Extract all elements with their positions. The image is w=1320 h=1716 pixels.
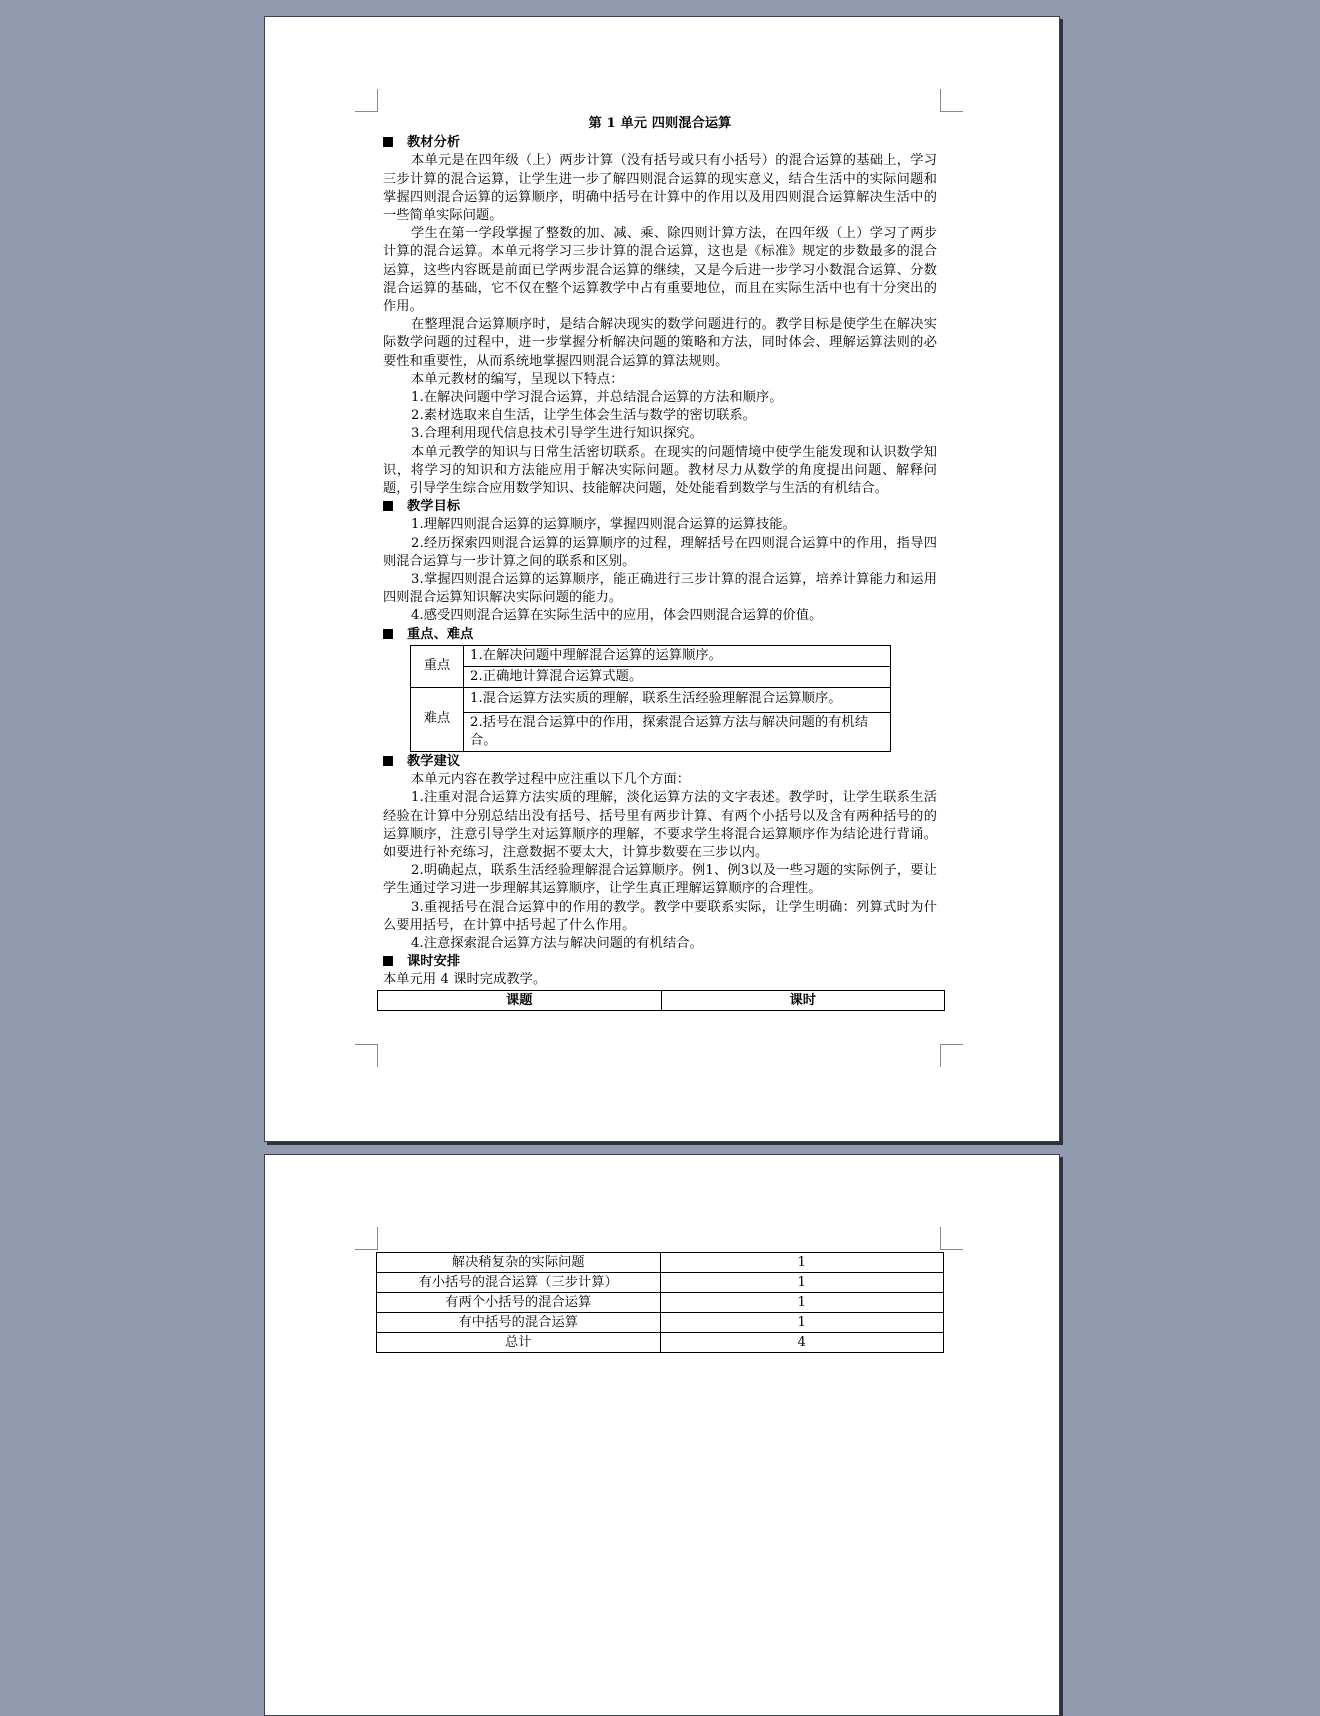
crop-mark-top-left (355, 89, 378, 112)
key-item: 2.正确地计算混合运算式题。 (464, 666, 891, 687)
table-row (377, 1273, 944, 1293)
section-heading: 教学目标 (383, 498, 937, 516)
document-page-2 (264, 1154, 1060, 1716)
page-1-content (383, 115, 937, 1011)
table-cell: 4 (660, 1333, 944, 1353)
section-heading: 教材分析 (383, 134, 937, 152)
list-item: 1.理解四则混合运算的运算顺序，掌握四则混合运算的运算技能。 (411, 517, 796, 533)
page-2-content (376, 1252, 944, 1353)
table-cell: 1 (660, 1253, 944, 1273)
key-points-table (410, 645, 891, 752)
section-heading: 重点、难点 (383, 626, 937, 644)
table-cell: 解决稍复杂的实际问题 (377, 1253, 661, 1273)
table-cell: 有中括号的混合运算 (377, 1313, 661, 1333)
paragraph: 学生在第一学段掌握了整数的加、减、乘、除四则计算方法，在四年级（上）学习了两步计算的混合运算。本单元将学习三步计算的混合运算，这也是《标准》规定的步数最多的混合运算，这些内容既是前面已学两步混合运算的继续，又是今后进一步学习小数混合运算、分数混合运算的基础，它不仅在整个运算教学中占有重要地位，而且在实际生活中也有十分突出的作用。 (383, 226, 937, 315)
square-bullet-icon (383, 756, 393, 766)
crop-mark-top-right (940, 1227, 963, 1250)
column-header-hours: 课时 (661, 990, 945, 1010)
paragraph: 在整理混合运算顺序时，是结合解决现实的数学问题进行的。教学目标是使学生在解决实际数学问题的过程中，进一步掌握分析解决问题的策略和方法，同时体会、理解运算法则的必要性和重要性，从而系统地掌握四则混合运算的算法规则。 (383, 317, 937, 369)
table-row (377, 1253, 944, 1273)
schedule-intro: 本单元用 4 课时完成教学。 (383, 972, 547, 988)
list-item: 2.明确起点，联系生活经验理解混合运算顺序。例1、例3以及一些习题的实际例子，要让学生通过学习进一步理解其运算顺序，让学生真正理解运算顺序的合理性。 (383, 863, 937, 897)
crop-mark-top-right (940, 89, 963, 112)
table-row (377, 1293, 944, 1313)
table-cell: 总计 (377, 1333, 661, 1353)
difficult-item: 1.混合运算方法实质的理解，联系生活经验理解混合运算顺序。 (464, 687, 891, 712)
list-item: 1.在解决问题中学习混合运算，并总结混合运算的方法和顺序。 (411, 390, 783, 406)
section-heading: 教学建议 (383, 753, 937, 771)
list-item: 2.经历探索四则混合运算的运算顺序的过程，理解括号在四则混合运算中的作用，指导四则混合运算与一步计算之间的联系和区别。 (383, 535, 937, 569)
key-item: 1.在解决问题中理解混合运算的运算顺序。 (464, 645, 891, 666)
schedule-table (376, 1252, 944, 1353)
schedule-table-header (377, 990, 945, 1011)
square-bullet-icon (383, 501, 393, 511)
table-cell: 有两个小括号的混合运算 (377, 1293, 661, 1313)
table-cell: 1 (660, 1273, 944, 1293)
paragraph: 本单元内容在教学过程中应注重以下几个方面： (411, 772, 691, 788)
paragraph: 本单元教学的知识与日常生活密切联系。在现实的问题情境中使学生能发现和认识数学知识，将学习的知识和方法能应用于解决实际问题。教材尽力从数学的角度提出问题、解释问题，引导学生综合应用数学知识、技能解决问题，处处能看到数学与生活的有机结合。 (383, 444, 937, 497)
table-cell: 有小括号的混合运算（三步计算） (377, 1273, 661, 1293)
paragraph: 本单元教材的编写，呈现以下特点： (411, 371, 624, 387)
table-cell: 1 (660, 1293, 944, 1313)
crop-mark-bottom-right (940, 1044, 963, 1067)
list-item: 2.素材选取来自生活，让学生体会生活与数学的密切联系。 (411, 408, 756, 424)
paragraph: 本单元是在四年级（上）两步计算（没有括号或只有小括号）的混合运算的基础上，学习三步计算的混合运算，让学生进一步了解四则混合运算的现实意义，结合生活中的实际问题和掌握四则混合运算的运算顺序，明确中括号在计算中的作用以及用四则混合运算解决生活中的一些简单实际问题。 (383, 153, 937, 224)
list-item: 1.注重对混合运算方法实质的理解，淡化运算方法的文字表述。教学时，让学生联系生活经验在计算中分别总结出没有括号、括号里有两步计算、有两个小括号以及含有两种括号的的运算顺序，注意引导学生对运算顺序的理解，不要求学生将混合运算顺序作为结论进行背诵。如要进行补充练习，注意数据不要太大，计算步数要在三步以内。 (383, 790, 937, 860)
list-item: 3.合理利用现代信息技术引导学生进行知识探究。 (411, 426, 703, 442)
list-item: 4.感受四则混合运算在实际生活中的应用，体会四则混合运算的价值。 (411, 608, 823, 624)
crop-mark-bottom-left (355, 1044, 378, 1067)
column-header-topic: 课题 (378, 990, 662, 1010)
crop-mark-top-left (355, 1227, 378, 1250)
square-bullet-icon (383, 956, 393, 966)
square-bullet-icon (383, 137, 393, 147)
difficult-item: 2.括号在混合运算中的作用，探索混合运算方法与解决问题的有机结合。 (464, 712, 891, 751)
list-item: 3.重视括号在混合运算中的作用的教学。教学中要联系实际，让学生明确：列算式时为什么要用括号，在计算中括号起了什么作用。 (383, 899, 937, 933)
square-bullet-icon (383, 629, 393, 639)
section-heading: 课时安排 (383, 953, 937, 971)
key-label: 重点 (411, 645, 464, 687)
list-item: 4.注意探索混合运算方法与解决问题的有机结合。 (411, 935, 703, 951)
document-page-1 (264, 16, 1060, 1142)
table-cell: 1 (660, 1313, 944, 1333)
table-row (377, 1333, 944, 1353)
document-title: 第 1 单元 四则混合运算 (588, 116, 732, 131)
list-item: 3.掌握四则混合运算的运算顺序，能正确进行三步计算的混合运算，培养计算能力和运用四则混合运算知识解决实际问题的能力。 (383, 572, 937, 606)
difficult-label: 难点 (411, 687, 464, 751)
table-row (377, 1313, 944, 1333)
